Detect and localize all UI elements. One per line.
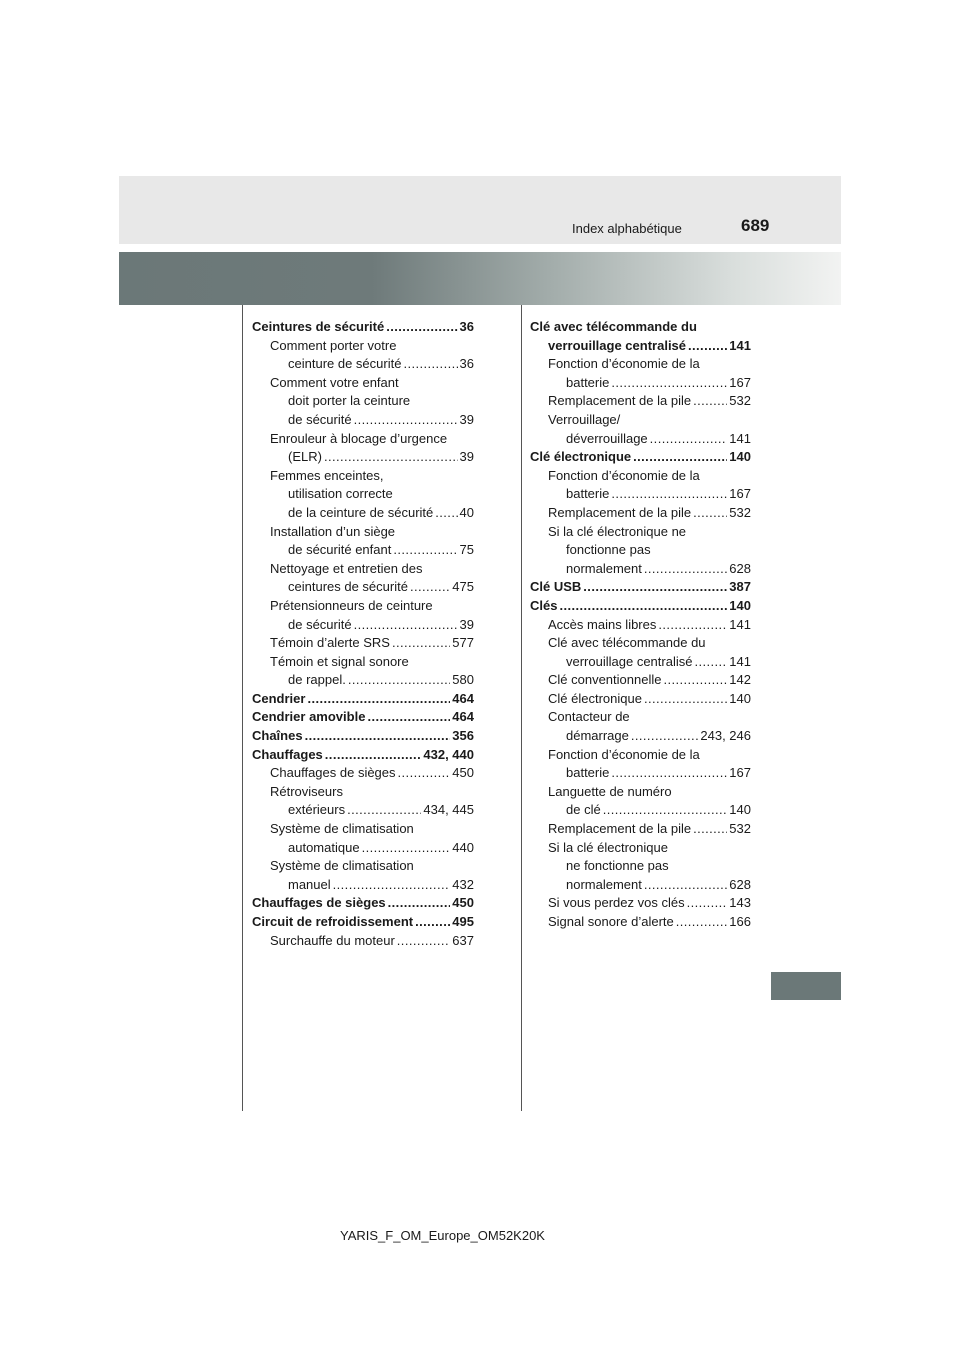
index-entry — [530, 913, 751, 932]
index-entry — [252, 616, 474, 635]
index-entry — [530, 504, 751, 523]
index-entry-page: 141 — [729, 430, 751, 446]
index-entry-text: Chauffages — [252, 746, 323, 762]
index-entry — [252, 820, 474, 839]
index-entry-text: Clé électronique — [530, 449, 632, 465]
dot-leader — [603, 801, 728, 820]
index-entry-text: de sécurité — [288, 616, 352, 632]
dot-leader — [403, 355, 457, 374]
index-entry-text: Cendrier amovible — [252, 709, 366, 725]
index-entry — [252, 913, 474, 932]
dot-leader — [435, 504, 457, 523]
index-entry-page: 580 — [452, 672, 474, 688]
column-divider-left — [242, 305, 243, 1111]
index-entry-text: Fonction d’économie de la — [548, 467, 700, 483]
index-entry-text: Chauffages de sièges — [270, 765, 396, 781]
index-entry-page: 167 — [729, 374, 751, 390]
index-entry-page: 243, 246 — [700, 728, 751, 744]
index-entry-text: de la ceinture de sécurité — [288, 504, 434, 520]
index-entry-text: doit porter la ceinture — [288, 393, 411, 409]
dot-leader — [633, 448, 727, 467]
index-entry — [530, 690, 751, 709]
index-entry — [252, 653, 474, 672]
index-entry-page: 140 — [729, 802, 751, 818]
index-entry-text: normalement — [566, 560, 642, 576]
index-entry — [252, 690, 474, 709]
dot-leader — [644, 876, 727, 895]
index-column-right — [530, 318, 751, 932]
index-entry — [252, 578, 474, 597]
index-entry-page: 167 — [729, 486, 751, 502]
index-entry-text: Si la clé électronique ne — [548, 523, 687, 539]
index-entry-text: Clé électronique — [548, 690, 642, 706]
index-entry — [252, 708, 474, 727]
index-entry-text: Système de climatisation — [270, 821, 414, 837]
index-entry-text: Circuit de refroidissement — [252, 914, 414, 929]
index-entry-text: normalement — [566, 876, 642, 892]
index-entry — [530, 876, 751, 895]
index-entry-page: 356 — [452, 728, 474, 744]
dot-leader — [650, 430, 728, 449]
index-entry — [530, 783, 751, 802]
index-entry-page: 628 — [729, 876, 751, 892]
dot-leader — [362, 839, 451, 858]
index-entry — [530, 560, 751, 579]
index-entry-text: (ELR) — [288, 449, 322, 465]
index-entry-text: Système de climatisation — [270, 858, 414, 874]
index-entry — [252, 523, 474, 542]
index-entry — [530, 318, 751, 337]
index-entry-text: Clé avec télécommande du — [548, 635, 706, 651]
index-entry-page: 387 — [729, 579, 751, 595]
dot-leader — [676, 913, 728, 932]
index-entry-text: Chauffages de sièges — [252, 895, 386, 911]
index-entry-text: ne fonctionne pas — [566, 858, 669, 874]
dot-leader — [663, 671, 727, 690]
index-entry — [530, 374, 751, 393]
index-entry-text: Femmes enceintes, — [270, 467, 384, 483]
dot-leader — [398, 764, 451, 783]
index-entry-text: batterie — [566, 765, 610, 781]
index-entry-page: 141 — [729, 616, 751, 632]
index-entry — [252, 374, 474, 393]
index-entry-text: déverrouillage — [566, 430, 648, 446]
index-entry-text: ceinture de sécurité — [288, 356, 402, 372]
index-entry-text: Si la clé électronique — [548, 839, 668, 855]
index-entry — [530, 801, 751, 820]
index-entry — [252, 430, 474, 449]
index-entry — [530, 616, 751, 635]
index-entry-page: 141 — [729, 653, 751, 669]
index-entry-page: 140 — [729, 597, 751, 613]
index-entry-page: 637 — [452, 932, 474, 948]
index-entry-text: Remplacement de la pile — [548, 504, 692, 520]
index-entry-page: 40 — [459, 504, 474, 520]
index-entry — [252, 467, 474, 486]
dot-leader — [386, 318, 457, 337]
index-entry-text: Témoin d’alerte SRS — [270, 635, 390, 651]
index-entry-page: 532 — [729, 393, 751, 409]
index-entry — [530, 727, 751, 746]
index-entry-text: batterie — [566, 374, 610, 390]
dot-leader — [410, 578, 450, 597]
header-band — [119, 176, 841, 244]
index-entry-text: verrouillage centralisé — [566, 653, 693, 669]
index-entry — [252, 318, 474, 337]
index-entry-text: Comment votre enfant — [270, 374, 399, 390]
index-entry — [530, 894, 751, 913]
dot-leader — [367, 708, 450, 727]
dot-leader — [305, 727, 451, 746]
index-entry-text: fonctionne pas — [566, 542, 651, 558]
dot-leader — [644, 560, 727, 579]
index-entry-page: 440 — [452, 839, 474, 855]
index-entry — [530, 411, 751, 430]
index-entry-page: 628 — [729, 560, 751, 576]
index-entry — [530, 467, 751, 486]
index-entry-page: 75 — [459, 542, 474, 558]
index-entry-text: Remplacement de la pile — [548, 821, 692, 837]
dot-leader — [388, 894, 451, 913]
index-entry — [252, 504, 474, 523]
index-entry-text: manuel — [288, 876, 331, 892]
index-entry-text: utilisation correcte — [288, 486, 393, 502]
index-entry-text: Clés — [530, 597, 558, 613]
index-entry — [252, 411, 474, 430]
index-entry-text: Si vous perdez vos clés — [548, 895, 685, 911]
index-entry — [252, 801, 474, 820]
index-entry-text: Témoin et signal sonore — [270, 653, 409, 669]
index-entry-page: 36 — [459, 356, 474, 372]
index-entry-page: 495 — [452, 914, 474, 929]
dot-leader — [325, 746, 422, 765]
footer-doc-code: YARIS_F_OM_Europe_OM52K20K — [340, 1228, 545, 1243]
index-entry — [252, 857, 474, 876]
index-entry — [530, 708, 751, 727]
index-entry — [530, 485, 751, 504]
index-entry — [252, 671, 474, 690]
index-entry — [530, 430, 751, 449]
dot-leader — [611, 764, 727, 783]
dot-leader — [307, 690, 450, 709]
index-entry-text: de sécurité — [288, 411, 352, 427]
index-entry-text: Ceintures de sécurité — [252, 319, 385, 334]
dot-leader — [415, 913, 450, 932]
index-entry — [530, 541, 751, 560]
index-entry-page: 141 — [729, 337, 751, 353]
dot-leader — [688, 337, 727, 356]
index-entry-text: de clé — [566, 802, 601, 818]
dot-leader — [354, 616, 458, 635]
index-entry-text: Accès mains libres — [548, 616, 657, 632]
index-entry-page: 39 — [459, 411, 474, 427]
index-entry — [530, 355, 751, 374]
dot-leader — [693, 820, 727, 839]
dot-leader — [324, 448, 458, 467]
decorative-gradient-bar — [119, 252, 841, 305]
index-entry — [530, 337, 751, 356]
index-entry — [530, 578, 751, 597]
section-title: Index alphabétique — [572, 221, 682, 236]
index-entry-text: Enrouleur à blocage d’urgence — [270, 430, 448, 446]
index-entry-text: Verrouillage/ — [548, 411, 621, 427]
index-entry-page: 450 — [452, 765, 474, 781]
index-entry-page: 464 — [452, 690, 474, 706]
dot-leader — [333, 876, 451, 895]
index-entry — [252, 876, 474, 895]
dot-leader — [693, 392, 727, 411]
index-entry — [252, 894, 474, 913]
page-number: 689 — [741, 216, 770, 235]
index-entry — [252, 560, 474, 579]
index-entry-text: extérieurs — [288, 802, 346, 818]
index-entry-page: 532 — [729, 504, 751, 520]
index-entry-page: 475 — [452, 579, 474, 595]
index-entry-text: Signal sonore d’alerte — [548, 914, 674, 929]
index-entry — [252, 839, 474, 858]
index-entry-text: Rétroviseurs — [270, 783, 343, 799]
index-entry — [530, 523, 751, 542]
index-entry — [530, 764, 751, 783]
index-entry — [530, 597, 751, 616]
index-entry — [252, 355, 474, 374]
index-entry-page: 140 — [729, 449, 751, 465]
dot-leader — [693, 504, 727, 523]
index-entry-text: Comment porter votre — [270, 337, 397, 353]
index-entry — [252, 448, 474, 467]
index-entry-page: 432, 440 — [423, 746, 474, 762]
index-entry — [252, 634, 474, 653]
dot-leader — [694, 653, 727, 672]
index-entry-text: Installation d’un siège — [270, 523, 396, 539]
dot-leader — [392, 634, 450, 653]
index-entry — [252, 746, 474, 765]
index-entry-text: Languette de numéro — [548, 783, 672, 799]
index-entry — [530, 746, 751, 765]
index-entry-page: 142 — [729, 672, 751, 688]
index-entry — [530, 653, 751, 672]
index-entry — [530, 671, 751, 690]
index-entry-text: Clé USB — [530, 579, 582, 595]
dot-leader — [631, 727, 699, 746]
index-entry — [252, 541, 474, 560]
index-entry-text: démarrage — [566, 728, 629, 744]
index-entry — [252, 783, 474, 802]
index-entry-page: 577 — [452, 635, 474, 651]
dot-leader — [347, 801, 421, 820]
dot-leader — [611, 485, 727, 504]
index-entry-text: de rappel. — [288, 672, 346, 688]
index-entry-page: 450 — [452, 895, 474, 911]
index-entry-text: Chaînes — [252, 728, 303, 744]
index-entry-page: 167 — [729, 765, 751, 781]
index-entry-text: Prétensionneurs de ceinture — [270, 597, 433, 613]
dot-leader — [348, 671, 450, 690]
index-entry-text: verrouillage centralisé — [548, 337, 687, 353]
index-entry-text: automatique — [288, 839, 360, 855]
index-entry-text: batterie — [566, 486, 610, 502]
index-entry — [530, 392, 751, 411]
index-entry-text: Clé avec télécommande du — [530, 319, 697, 334]
index-entry — [530, 448, 751, 467]
section-thumb-tab — [771, 972, 841, 1000]
index-entry-page: 532 — [729, 821, 751, 837]
index-entry — [530, 839, 751, 858]
dot-leader — [687, 894, 728, 913]
index-entry — [530, 820, 751, 839]
index-entry — [252, 932, 474, 951]
index-entry-text: Contacteur de — [548, 709, 630, 725]
index-entry — [252, 485, 474, 504]
index-entry-text: Fonction d’économie de la — [548, 746, 700, 762]
index-entry-page: 464 — [452, 709, 474, 725]
index-column-left — [252, 318, 474, 950]
dot-leader — [393, 541, 457, 560]
index-entry-page: 140 — [729, 690, 751, 706]
index-entry-text: de sécurité enfant — [288, 542, 392, 558]
index-entry-text: Fonction d’économie de la — [548, 356, 700, 372]
dot-leader — [611, 374, 727, 393]
index-entry-page: 143 — [729, 895, 751, 911]
index-entry-text: Surchauffe du moteur — [270, 932, 395, 948]
index-entry-page: 39 — [459, 449, 474, 465]
index-entry-text: ceintures de sécurité — [288, 579, 408, 595]
dot-leader — [658, 616, 727, 635]
index-entry — [252, 392, 474, 411]
index-entry-page: 432 — [452, 876, 474, 892]
index-entry — [252, 597, 474, 616]
index-entry — [252, 727, 474, 746]
index-entry-text: Remplacement de la pile — [548, 393, 692, 409]
index-entry-page: 39 — [459, 616, 474, 632]
index-entry — [252, 337, 474, 356]
dot-leader — [559, 597, 727, 616]
index-entry — [530, 857, 751, 876]
dot-leader — [644, 690, 727, 709]
index-entry-page: 36 — [459, 319, 474, 334]
index-entry-text: Cendrier — [252, 690, 306, 706]
column-divider-right — [521, 305, 522, 1111]
index-entry — [252, 764, 474, 783]
dot-leader — [583, 578, 727, 597]
dot-leader — [354, 411, 458, 430]
index-entry — [530, 634, 751, 653]
dot-leader — [397, 932, 451, 951]
index-entry-text: Nettoyage et entretien des — [270, 560, 423, 576]
index-entry-page: 166 — [729, 914, 751, 929]
index-entry-page: 434, 445 — [423, 802, 474, 818]
index-entry-text: Clé conventionnelle — [548, 672, 662, 688]
